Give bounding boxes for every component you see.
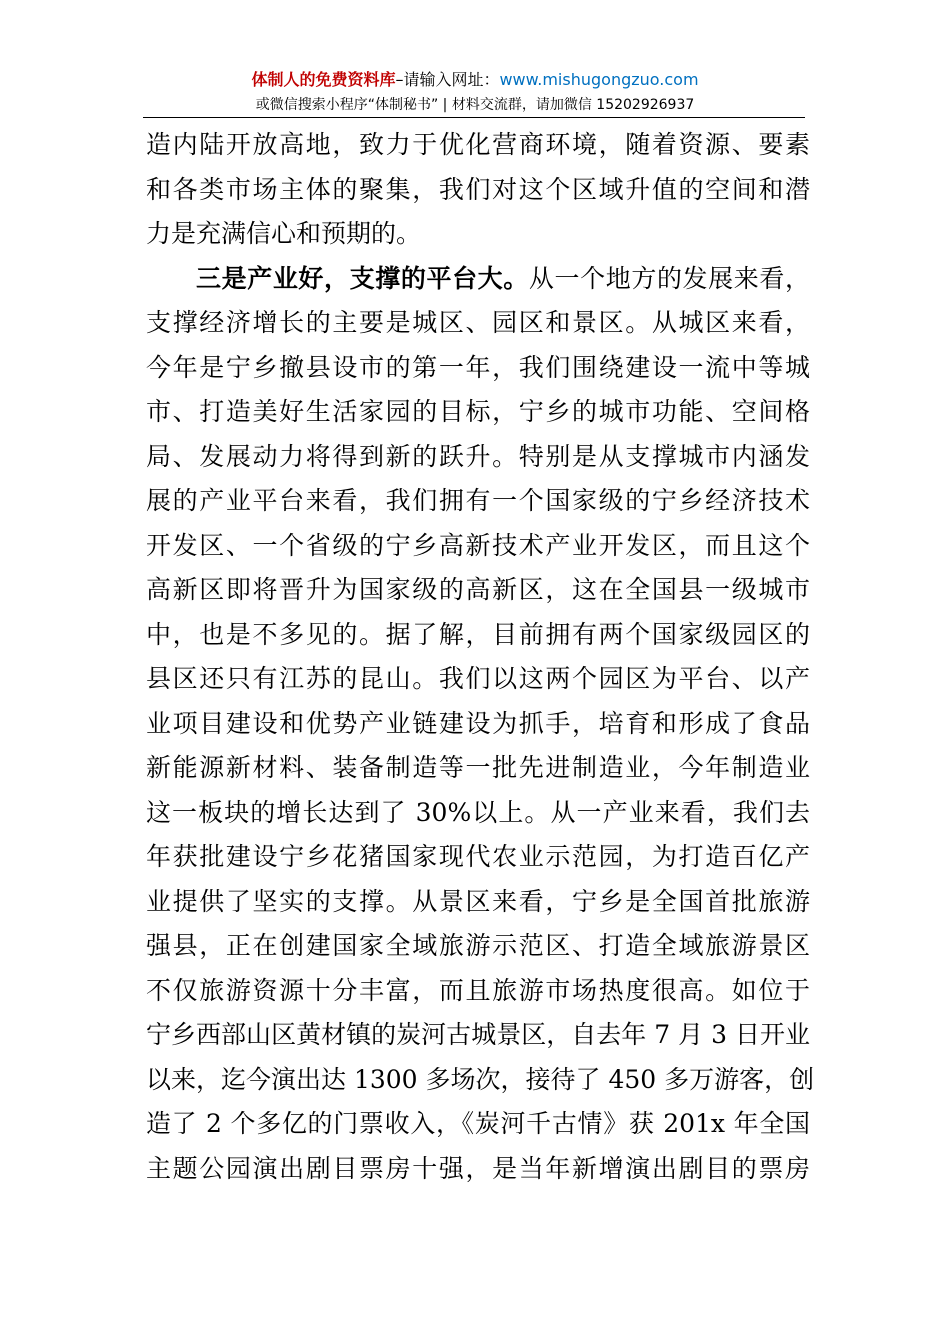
body-line: 强县，正在创建国家全域旅游示范区、打造全域旅游景区 xyxy=(146,931,810,960)
body-line: 业提供了坚实的支撑。从景区来看，宁乡是全国首批旅游 xyxy=(146,886,810,916)
header-divider xyxy=(143,117,805,118)
body-line: 市、打造美好生活家园的目标，宁乡的城市功能、空间格 xyxy=(146,397,810,426)
document-body xyxy=(146,123,815,1191)
header-line-1 xyxy=(150,68,800,92)
body-line: 今年是宁乡撤县设市的第一年，我们围绕建设一流中等城 xyxy=(146,352,810,382)
body-line: 高新区即将晋升为国家级的高新区，这在全国县一级城市 xyxy=(146,575,810,604)
body-line: 这一板块的增长达到了 30%以上。从一产业来看，我们去 xyxy=(146,797,810,827)
body-line: 局、发展动力将得到新的跃升。特别是从支撑城市内涵发 xyxy=(146,441,810,471)
paragraph-lead-text: 从一个地方的发展来看， xyxy=(528,263,810,293)
body-line: 县区还只有江苏的昆山。我们以这两个园区为平台、以产 xyxy=(146,664,810,693)
header-brand: 体制人的免费资料库 xyxy=(251,70,396,89)
body-line: 业项目建设和优势产业链建设为抓手，培育和形成了食品 xyxy=(146,708,810,738)
paragraph-heading: 三是产业好，支撑的平台大。 xyxy=(196,263,529,293)
body-line: 力是充满信心和预期的。 xyxy=(146,219,422,248)
body-line: 主题公园演出剧目票房十强，是当年新增演出剧目的票房 xyxy=(146,1153,810,1183)
body-line: 以来，迄今演出达 1300 多场次，接待了 450 多万游客，创 xyxy=(146,1064,815,1094)
page-header xyxy=(150,68,800,116)
paragraph-2-first-line xyxy=(146,257,810,302)
body-line: 新能源新材料、装备制造等一批先进制造业，今年制造业 xyxy=(146,753,810,782)
body-line: 不仅旅游资源十分丰富，而且旅游市场热度很高。如位于 xyxy=(146,975,810,1005)
body-line: 和各类市场主体的聚集，我们对这个区域升值的空间和潜 xyxy=(146,174,810,204)
body-line: 宁乡西部山区黄材镇的炭河古城景区，自去年 7 月 3 日开业 xyxy=(146,1020,810,1049)
header-url-link[interactable]: www.mishugongzuo.com xyxy=(499,70,699,89)
header-prompt: –请输入网址： xyxy=(395,70,500,89)
body-line: 造内陆开放高地，致力于优化营商环境，随着资源、要素 xyxy=(146,130,810,159)
body-line: 开发区、一个省级的宁乡高新技术产业开发区，而且这个 xyxy=(146,530,810,560)
body-line: 年获批建设宁乡花猪国家现代农业示范园，为打造百亿产 xyxy=(146,842,810,871)
body-line: 中，也是不多见的。据了解，目前拥有两个国家级园区的 xyxy=(146,619,810,649)
body-line: 造了 2 个多亿的门票收入，《炭河千古情》获 201x 年全国 xyxy=(146,1109,810,1138)
body-line: 支撑经济增长的主要是城区、园区和景区。从城区来看， xyxy=(146,308,810,337)
body-line: 展的产业平台来看，我们拥有一个国家级的宁乡经济技术 xyxy=(146,486,810,515)
header-line-2: 或微信搜索小程序“体制秘书” | 材料交流群，请加微信 15202926937 xyxy=(255,97,695,113)
